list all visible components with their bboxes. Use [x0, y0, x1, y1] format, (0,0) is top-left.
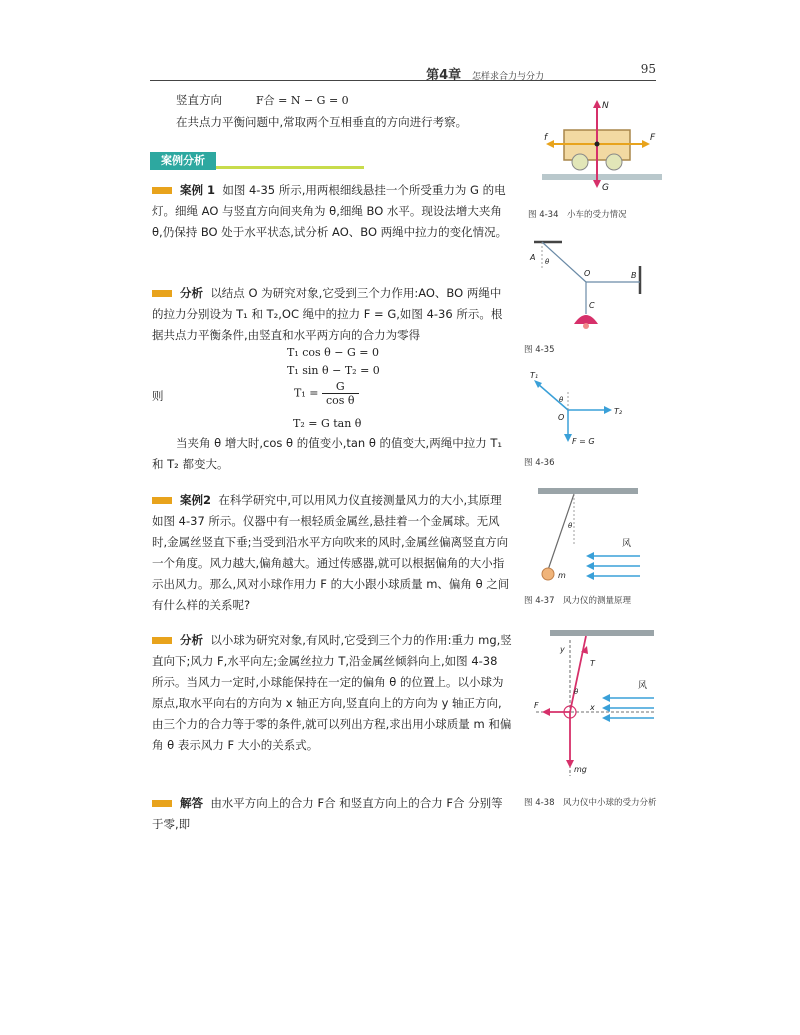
analysis2-tag: 分析: [152, 633, 203, 647]
analysis1-conclusion-text: 当夹角 θ 增大时,cos θ 的值变小,tan θ 的值变大,两绳中拉力 T₁ 和 T₂ 都变大。: [152, 436, 502, 471]
friction-arrowhead: [546, 140, 554, 148]
equation-4: T₂ = G tan θ: [293, 417, 362, 430]
label-m: m: [558, 571, 566, 580]
analysis2-paragraph: [152, 630, 512, 756]
case2-text: 在科学研究中,可以用风力仪直接测量风力的大小,其原理如图 4-37 所示。仪器中有一根轻质金属丝,悬挂着一个金属球。无风时,金属丝竖直下垂;当受到沿水平方向吹来的风时,金属丝偏离竖直方向一个角度。风力越大,偏角越大。通过传感器,就可以根据偏角的大小指示出风力。那么,风对小球作用力 F 的大小跟小球质量 m、偏角 θ 之间有什么样的关系呢?: [152, 493, 510, 612]
wind-force-F-arrowhead: [542, 708, 550, 716]
wind-arrowhead-1: [602, 694, 610, 702]
support-bar: [538, 488, 638, 494]
label-F: F = G: [572, 437, 595, 446]
figure-4-34-caption: 图 4-34 小车的受力情况: [528, 210, 627, 220]
chapter-heading: [426, 64, 544, 83]
equation-3-numerator: G: [322, 380, 359, 394]
answer-text: 由水平方向上的合力 F合 和竖直方向上的合力 F合 分别等于零,即: [152, 796, 503, 831]
equation-2: T₁ sin θ − T₂ = 0: [287, 364, 380, 377]
gravity-mg-arrowhead: [566, 760, 574, 768]
label-theta: θ: [559, 396, 564, 404]
then-label: 则: [152, 389, 164, 403]
page-header: [150, 62, 656, 81]
wind-arrowhead-2: [602, 704, 610, 712]
equation-3: [294, 380, 359, 407]
analysis1-conclusion: [152, 433, 512, 475]
case2-paragraph: [152, 490, 512, 616]
ground: [542, 174, 662, 180]
label-O: O: [584, 269, 591, 278]
vertical-direction-formula: F合 = N − G = 0: [256, 94, 349, 107]
cart-wheel-left: [572, 154, 588, 170]
figure-4-36-caption: 图 4-36: [524, 458, 555, 468]
support-bar: [550, 630, 654, 636]
label-F: F: [534, 701, 539, 710]
tension-T-arrow: [570, 636, 586, 712]
intro-sentence: 在共点力平衡问题中,常取两个互相垂直的方向进行考察。: [176, 115, 468, 129]
label-A: A: [530, 253, 536, 262]
section-header: [150, 152, 364, 170]
force-T2-arrowhead: [604, 406, 612, 414]
pull-force-arrowhead: [642, 140, 650, 148]
label-G: G: [602, 183, 609, 193]
case1-paragraph: [152, 180, 512, 243]
label-x: x: [590, 703, 595, 712]
force-T1-arrow: [538, 384, 568, 410]
force-F-arrowhead: [564, 434, 572, 442]
analysis1-text: 以结点 O 为研究对象,它受到三个力作用:AO、BO 两绳中的拉力分别设为 T₁ 和 T₂,OC 绳中的拉力 F = G,如图 4-36 所示。根据共点力平衡条件,由竖直和水平两方向的合力为零得: [152, 286, 503, 342]
analysis1-paragraph: [152, 283, 512, 346]
answer-tag: 解答: [152, 796, 203, 810]
label-T1: T₁: [530, 371, 539, 380]
label-wind: 风: [638, 681, 648, 691]
label-wind: 风: [622, 539, 632, 549]
figure-4-35-caption: 图 4-35: [524, 345, 555, 355]
label-F: F: [650, 133, 656, 143]
label-theta: θ: [568, 522, 573, 530]
chapter-label: 第4章: [426, 68, 462, 83]
wind-arrowhead-3: [586, 572, 594, 580]
vertical-direction-label: 竖直方向: [176, 93, 222, 107]
wind-arrowhead-3: [602, 714, 610, 722]
figure-4-37-caption: 图 4-37 风力仪的测量原理: [524, 596, 631, 606]
figure-4-38-ball-force-diagram: [526, 626, 666, 786]
analysis2-text: 以小球为研究对象,有风时,它受到三个力的作用:重力 mg,竖直向下;风力 F,水平向左;金属丝拉力 T,沿金属丝倾斜向上,如图 4-38 所示。当风力一定时,小球能保持在一定的偏角 θ 的位置上。以小球为原点,取水平向右的方向为 x 轴正方向,竖直向上的方向为 y 轴正方向,由三个力的合力等于零的条件,就可以列出方程,求出用小球质量 m 和偏角 θ 表示风力 F 大小的关系式。: [152, 633, 512, 752]
label-T2: T₂: [614, 407, 623, 416]
figure-4-38-caption: 图 4-38 风力仪中小球的受力分析: [524, 798, 657, 808]
case1-text: 如图 4-35 所示,用两根细线悬挂一个所受重力为 G 的电灯。细绳 AO 与竖直方向间夹角为 θ,细绳 BO 水平。现设法增大夹角 θ,仍保持 BO 处于水平状态,试分析 AO、BO 两绳中拉力的变化情况。: [152, 183, 508, 239]
label-mg: mg: [574, 765, 587, 774]
figure-4-35-lamp-diagram: [528, 236, 658, 336]
label-N: N: [602, 101, 609, 111]
label-y: y: [560, 645, 565, 654]
normal-force-arrowhead: [593, 100, 601, 108]
label-O: O: [558, 413, 565, 422]
label-T: T: [590, 659, 595, 668]
equation-3-denominator: cos θ: [325, 394, 355, 407]
section-underline: [216, 166, 364, 169]
metal-wire: [548, 494, 574, 570]
section-title: 案例分析: [150, 152, 216, 170]
center-point: [595, 142, 600, 147]
chapter-title: 怎样求合力与分力: [471, 72, 544, 82]
figure-4-37-anemometer-diagram: [530, 482, 660, 592]
label-C: C: [589, 301, 595, 310]
wind-arrowhead-1: [586, 552, 594, 560]
label-f: f: [544, 133, 548, 143]
case2-tag: 案例2: [152, 493, 211, 507]
answer-paragraph: [152, 793, 512, 835]
case1-tag: 案例 1: [152, 183, 215, 197]
label-B: B: [631, 271, 637, 280]
equation-3-fraction: [322, 380, 359, 407]
label-theta: θ: [574, 688, 579, 696]
page-number: 95: [640, 62, 656, 76]
figure-4-34-cart-diagram: [538, 96, 666, 196]
label-theta: θ: [545, 258, 550, 266]
gravity-arrowhead: [593, 180, 601, 188]
wind-arrowhead-2: [586, 562, 594, 570]
lamp-bulb: [583, 323, 589, 329]
cart-wheel-right: [606, 154, 622, 170]
equation-1: T₁ cos θ − G = 0: [287, 346, 379, 359]
equation-3-lhs: T₁ =: [294, 386, 319, 400]
metal-ball: [542, 568, 554, 580]
figure-4-36-force-diagram: [528, 366, 638, 452]
analysis1-tag: 分析: [152, 286, 203, 300]
lamp-shade: [574, 315, 598, 324]
